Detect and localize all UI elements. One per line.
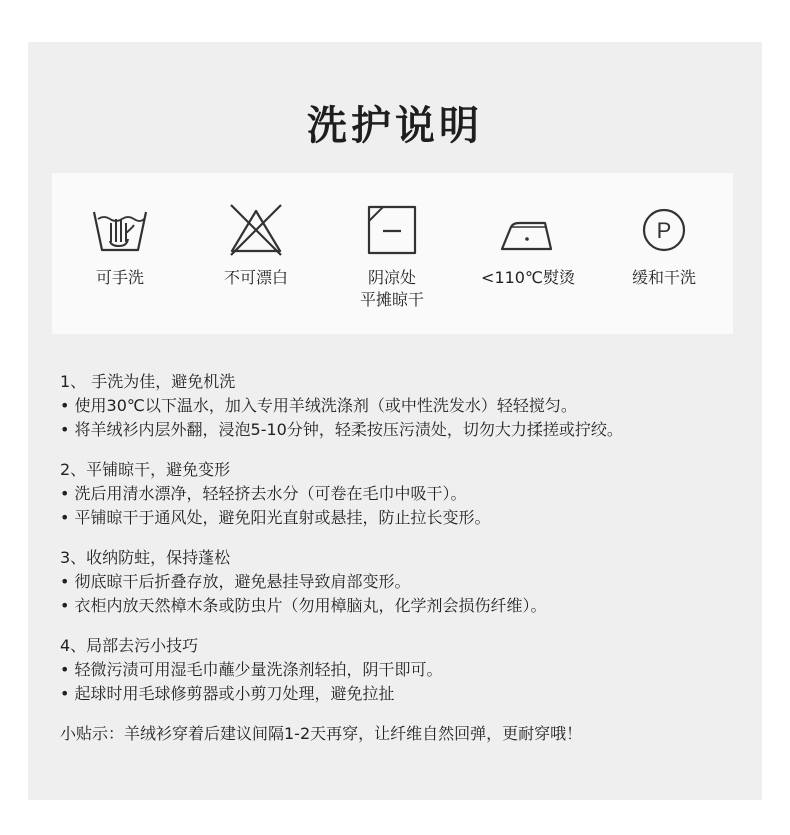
care-tip: 小贴示：羊绒衫穿着后建议间隔1-2天再穿，让纤维自然回弹，更耐穿哦！ — [60, 724, 583, 743]
hand-wash-icon — [91, 201, 149, 259]
section-heading: 4、局部去污小技巧 — [60, 636, 199, 655]
dry-flat-shade-icon — [363, 201, 421, 259]
section-heading: 1、 手洗为佳，避免机洗 — [60, 372, 236, 391]
section-bullet: • 洗后用清水漂净，轻轻挤去水分（可卷在毛巾中吸干）。 — [60, 484, 467, 503]
care-item-label: 可手洗 — [95, 268, 144, 287]
care-item-label: <110℃熨烫 — [481, 268, 575, 287]
section-bullet: • 起球时用毛球修剪器或小剪刀处理，避免拉扯 — [60, 684, 395, 703]
section-dry-flat — [60, 458, 760, 530]
care-instructions — [60, 370, 760, 746]
section-hand-wash — [60, 370, 760, 442]
section-heading: 2、平铺晾干，避免变形 — [60, 460, 231, 479]
section-bullet: • 轻微污渍可用湿毛巾蘸少量洗涤剂轻拍，阴干即可。 — [60, 660, 443, 679]
care-item-label: 阴凉处 平摊晾干 — [359, 268, 424, 309]
section-bullet: • 彻底晾干后折叠存放，避免悬挂导致肩部变形。 — [60, 572, 411, 591]
section-stain-tips — [60, 634, 760, 706]
care-item-iron-low — [460, 173, 596, 334]
care-item-dry-flat-shade — [324, 173, 460, 334]
care-item-label: 不可漂白 — [223, 268, 288, 287]
care-item-no-bleach — [188, 173, 324, 334]
no-bleach-icon — [227, 201, 285, 259]
care-item-label: 缓和干洗 — [631, 268, 696, 287]
svg-text:P: P — [656, 218, 672, 243]
dry-clean-p-icon — [635, 201, 693, 259]
section-heading: 3、收纳防蛀，保持蓬松 — [60, 548, 231, 567]
section-bullet: • 使用30℃以下温水，加入专用羊绒洗涤剂（或中性洗发水）轻轻搅匀。 — [60, 396, 577, 415]
care-item-hand-wash — [52, 173, 188, 334]
section-bullet: • 平铺晾干于通风处，避免阳光直射或悬挂，防止拉长变形。 — [60, 508, 491, 527]
care-icon-panel — [52, 173, 733, 334]
page-title: 洗护说明 — [307, 103, 483, 149]
care-item-dry-clean — [596, 173, 732, 334]
section-bullet: • 衣柜内放天然樟木条或防虫片（勿用樟脑丸，化学剂会损伤纤维）。 — [60, 596, 547, 615]
section-storage — [60, 546, 760, 618]
section-bullet: • 将羊绒衫内层外翻，浸泡5-10分钟，轻柔按压污渍处，切勿大力揉搓或拧绞。 — [60, 420, 623, 439]
iron-low-icon — [499, 201, 557, 259]
